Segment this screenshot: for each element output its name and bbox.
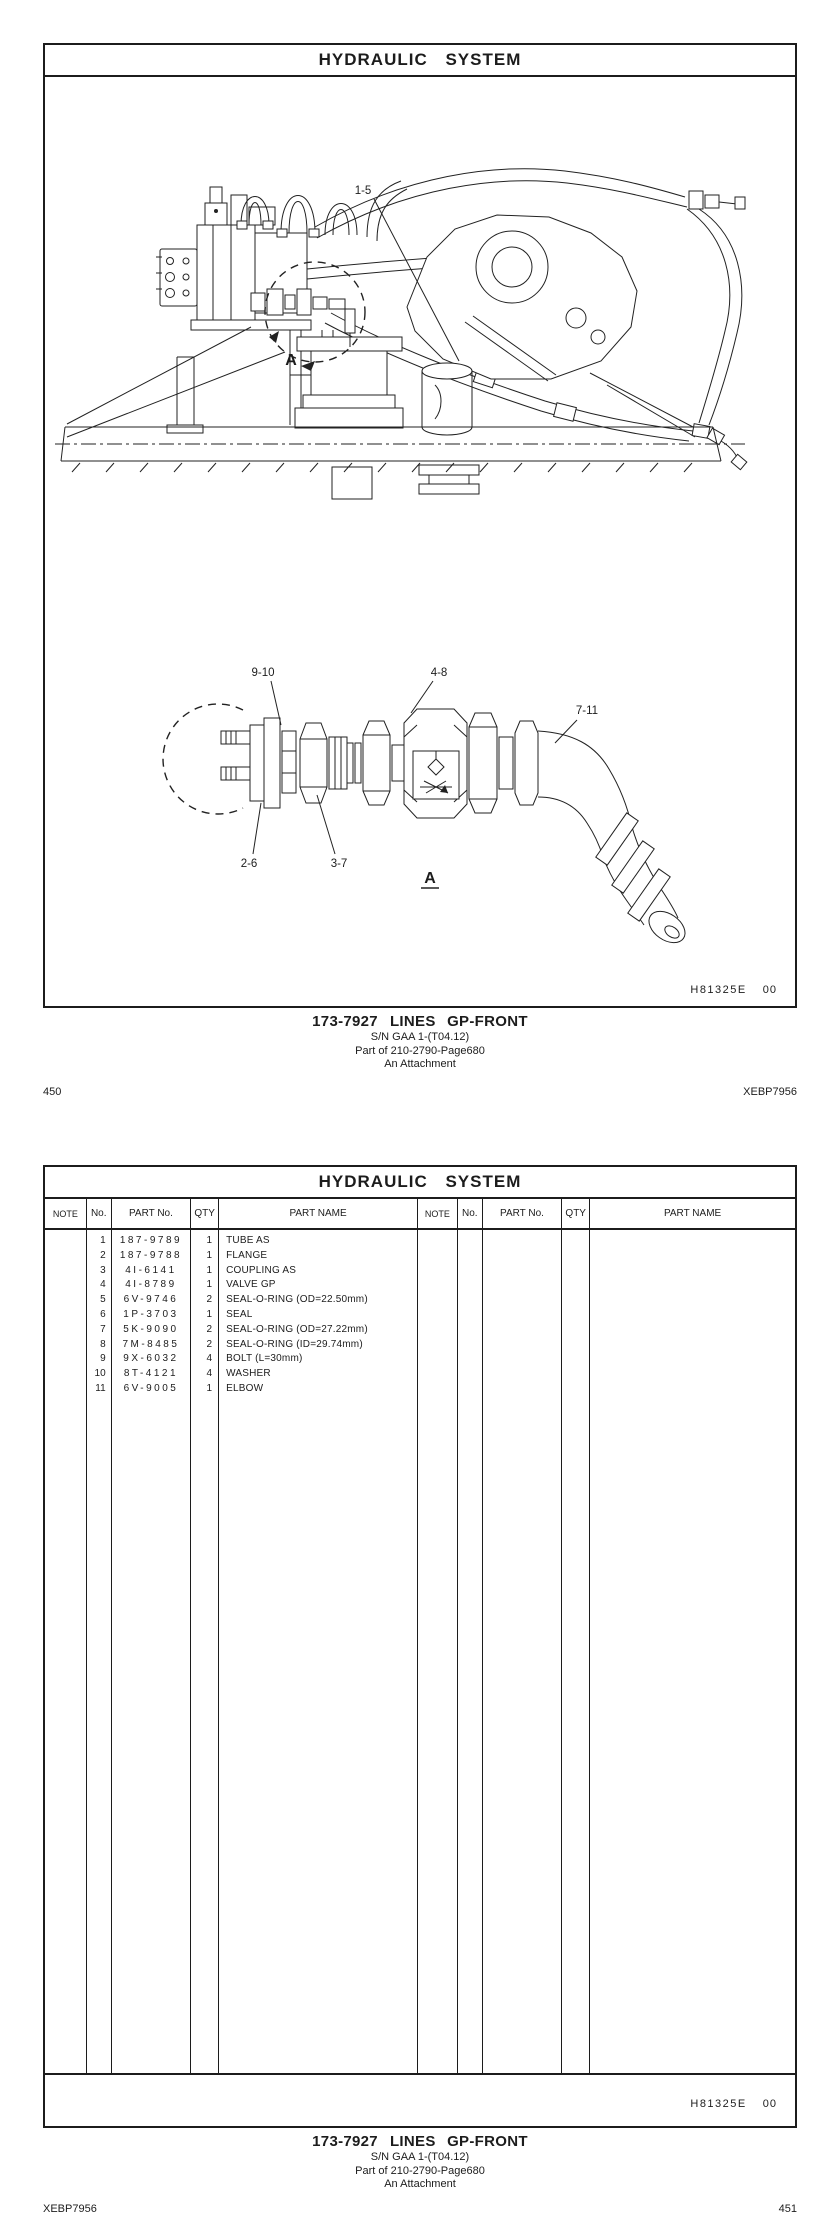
- header-no-left: No.: [87, 1199, 112, 1228]
- cell-part_no: 9X-6032: [123, 1353, 179, 1365]
- swivel-turret: [295, 337, 403, 499]
- cell-part_name: WASHER: [226, 1368, 271, 1380]
- cell-qty: 4: [206, 1353, 213, 1365]
- column-part-no-left: [112, 1228, 192, 2073]
- drawing-revision: 00: [762, 2098, 777, 2110]
- cell-part_no: 187-9788: [119, 1249, 183, 1261]
- cell-no: 6: [100, 1308, 106, 1320]
- cell-part_name: TUBE AS: [226, 1235, 270, 1246]
- callout-2-6: 2-6: [240, 858, 258, 870]
- caption-part-number: 173-7927: [312, 1013, 378, 1030]
- page-1-frame: [43, 43, 797, 1008]
- cell-part_name: COUPLING AS: [226, 1264, 297, 1276]
- cell-qty: 1: [206, 1235, 213, 1246]
- callout-7-11-leader: [555, 720, 577, 743]
- column-note-right: [418, 1228, 458, 2073]
- page-1-title-bar: [45, 45, 795, 77]
- column-no-right: [458, 1228, 483, 2073]
- page-2-caption: [43, 2133, 797, 2192]
- header-part-name-right: PART NAME: [663, 1208, 722, 1219]
- page-2-frame: [43, 1165, 797, 2128]
- cell-no: 3: [100, 1264, 106, 1276]
- detail-flange: [221, 718, 280, 808]
- parts-table-body: [45, 1228, 795, 2073]
- cell-part_name: SEAL: [226, 1308, 253, 1320]
- cell-note: [45, 1264, 86, 1279]
- boom-bracket: [407, 215, 695, 437]
- drawing-code-block: [690, 984, 777, 996]
- page-1-number: 450: [43, 1086, 62, 1098]
- drawing-code: H81325E: [690, 2098, 747, 2110]
- column-no-left: [87, 1228, 112, 2073]
- cell-part_no: 4I-8789: [125, 1279, 177, 1291]
- hose-end-fitting-upper: [689, 191, 745, 209]
- callout-7-11: 7-11: [575, 705, 599, 717]
- page-1-title: HYDRAULIC SYSTEM: [318, 50, 522, 69]
- cell-qty: 4: [206, 1368, 213, 1380]
- detail-fittings: [282, 721, 404, 805]
- cell-note: [45, 1323, 86, 1338]
- callout-2-6-leader: [253, 803, 261, 854]
- callout-4-8-leader: [411, 681, 433, 713]
- parts-table-footer-strip: [45, 2073, 795, 2126]
- drawing-code: H81325E: [690, 984, 747, 996]
- header-part-no-right: PART No.: [483, 1199, 563, 1228]
- caption-serial-range: S/N GAA 1-(T04.12): [370, 2151, 470, 2164]
- cell-no: 10: [94, 1368, 106, 1380]
- caption-attachment: An Attachment: [384, 2178, 456, 2191]
- page-1-caption: [43, 1013, 797, 1072]
- cell-qty: 2: [206, 1294, 213, 1306]
- drawing-revision: 00: [762, 984, 777, 996]
- parts-table-header: [45, 1199, 795, 1230]
- header-note-right: NOTE: [418, 1199, 458, 1228]
- detail-a-marker-label: A: [285, 352, 297, 369]
- page-2-number: 451: [778, 2203, 797, 2215]
- header-part-name-left: PART NAME: [219, 1199, 418, 1228]
- cell-qty: 1: [206, 1279, 213, 1291]
- cell-no: 7: [100, 1323, 106, 1335]
- cell-note: [45, 1293, 86, 1308]
- cell-part_name: SEAL-O-RING (ID=29.74mm): [226, 1338, 363, 1350]
- cell-part_no: 187-9789: [119, 1235, 183, 1246]
- cell-note: [45, 1308, 86, 1323]
- cell-part_no: 1P-3703: [123, 1308, 179, 1320]
- callout-1-5: 1-5: [354, 185, 372, 197]
- column-part-name-right: [590, 1228, 795, 2073]
- cell-note: [45, 1382, 86, 1397]
- cell-no: 8: [100, 1338, 106, 1350]
- hydraulic-lines-figure: [45, 75, 795, 1003]
- header-qty-right: QTY: [562, 1199, 590, 1228]
- cell-no: 5: [100, 1294, 106, 1306]
- canister: [419, 363, 479, 494]
- cell-part_no: 5K-9090: [123, 1323, 179, 1335]
- column-part-name-left: [219, 1228, 418, 2073]
- machine-side-view: [55, 169, 747, 499]
- hose-end-fitting-lower: [692, 424, 747, 470]
- drawing-code-block: [690, 2098, 777, 2110]
- cell-part_name: BOLT (L=30mm): [226, 1353, 303, 1365]
- page-2-title-bar: [45, 1167, 795, 1199]
- cell-note: [45, 1234, 86, 1249]
- cell-qty: 2: [206, 1323, 213, 1335]
- page-2-publication-code: XEBP7956: [43, 2203, 97, 2215]
- caption-part-number: 173-7927: [312, 2133, 378, 2150]
- detail-a-arrow-left: [269, 331, 279, 343]
- cell-qty: 1: [206, 1249, 213, 1261]
- cell-part_no: 7M-8485: [122, 1338, 180, 1350]
- detail-valve-body: [404, 709, 467, 818]
- cell-no: 9: [100, 1353, 106, 1365]
- detail-dashed-arc: [163, 704, 243, 814]
- page-1-publication-code: XEBP7956: [743, 1086, 797, 1098]
- page-2-title: HYDRAULIC SYSTEM: [318, 1172, 522, 1191]
- cell-part_no: 6V-9746: [123, 1294, 179, 1306]
- callout-4-8: 4-8: [430, 667, 448, 679]
- cell-part_no: 8T-4121: [123, 1368, 179, 1380]
- detail-view-title: A: [424, 870, 436, 887]
- callout-3-7-leader: [317, 795, 335, 854]
- header-qty-left: QTY: [191, 1199, 219, 1228]
- detail-view-a: [163, 667, 691, 949]
- cell-note: [45, 1367, 86, 1382]
- cell-note: [45, 1278, 86, 1293]
- cell-note: [45, 1249, 86, 1264]
- cell-part_name: SEAL-O-RING (OD=22.50mm): [226, 1294, 368, 1306]
- cell-qty: 1: [206, 1382, 213, 1394]
- caption-serial-range: S/N GAA 1-(T04.12): [370, 1031, 470, 1044]
- caption-attachment: An Attachment: [384, 1058, 456, 1071]
- cell-part_name: FLANGE: [226, 1249, 268, 1261]
- cell-no: 4: [100, 1279, 106, 1291]
- cell-part_name: SEAL-O-RING (OD=27.22mm): [226, 1323, 368, 1335]
- caption-title: [43, 1013, 797, 1031]
- callout-9-10: 9-10: [251, 667, 275, 679]
- column-qty-right: [562, 1228, 590, 2073]
- column-part-no-right: [483, 1228, 563, 2073]
- column-note-left: [45, 1228, 87, 2073]
- cell-note: [45, 1338, 86, 1353]
- cell-part_no: 6V-9005: [123, 1382, 179, 1394]
- cell-part_no: 4I-6141: [125, 1264, 177, 1276]
- cell-no: 1: [100, 1235, 106, 1246]
- header-part-no-left: PART No.: [112, 1199, 192, 1228]
- header-no-right: No.: [458, 1199, 483, 1228]
- caption-part-name: LINES GP-FRONT: [389, 1013, 528, 1030]
- detail-elbow: [538, 731, 691, 949]
- cell-qty: 1: [206, 1308, 213, 1320]
- cell-no: 2: [100, 1249, 106, 1261]
- caption-title: [43, 2133, 797, 2151]
- cell-qty: 1: [206, 1264, 213, 1276]
- detail-right-nuts: [469, 713, 538, 813]
- caption-part-of: Part of 210-2790-Page680: [355, 1044, 485, 1057]
- cell-qty: 2: [206, 1338, 213, 1350]
- cell-note: [45, 1352, 86, 1367]
- header-note-left: NOTE: [45, 1199, 87, 1228]
- caption-part-of: Part of 210-2790-Page680: [355, 2164, 485, 2177]
- cell-part_name: ELBOW: [226, 1382, 264, 1394]
- callout-3-7: 3-7: [330, 858, 348, 870]
- cell-no: 11: [95, 1382, 106, 1394]
- caption-part-name: LINES GP-FRONT: [389, 2133, 528, 2150]
- cell-part_name: VALVE GP: [226, 1279, 276, 1291]
- column-qty-left: [191, 1228, 219, 2073]
